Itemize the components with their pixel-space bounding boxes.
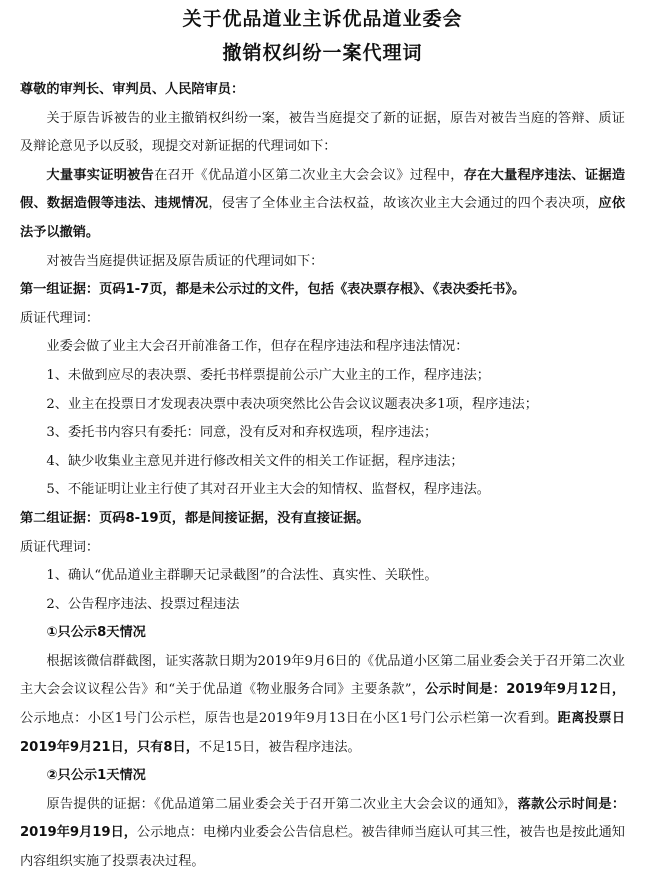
sub2-text-1: 原告提供的证据：《优品道第二届业委会关于召开第二次业主大会会议的通知》， <box>46 796 518 812</box>
summary-bold-3: 应依法予以撤销。 <box>20 196 626 240</box>
summary-text-1: 在召开《优品道小区第二次业主大会会议》过程中， <box>154 167 464 183</box>
intro-paragraph: 关于原告诉被告的业主撤销权纠纷一案，被告当庭提交了新的证据，原告对被告当庭的答辩、质证及辩论意见予以反驳，现提交对新证据的代理词如下： <box>20 110 625 155</box>
sub1-bold-2: 距离投票日2019年9月21日，只有8日， <box>20 711 626 755</box>
sub1-text-2: 公示地点：小区1号门公示栏，原告也是2019年9月13日在小区1号门公示栏第一次看到。 <box>20 711 558 727</box>
group2-heading: 第二组证据：页码8-19页，都是间接证据，没有直接证据。 <box>20 510 370 526</box>
sub1-bold-1: 公示时间是：2019年9月12日， <box>425 682 626 698</box>
group2-sub1-paragraph <box>20 648 625 762</box>
sub1-text-3: 不足15日，被告程序违法。 <box>198 739 361 755</box>
group1-item-3: 3、委托书内容只有委托：同意，没有反对和弃权选项，程序违法； <box>46 425 438 441</box>
group1-heading: 第一组证据：页码1-7页，都是未公示过的文件，包括《表决票存根》、《表决委托书》。 <box>20 282 526 298</box>
group2-item-2: 2、公告程序违法、投票过程违法 <box>46 596 240 612</box>
sub1-text-1: 根据该微信群截图，证实落款日期为2019年9月6日的《优品道小区第二届业委会关于召开第二次业主大会会议议程公告》和“关于优品道《物业服务合同》主要条款”， <box>20 653 625 698</box>
document-title-line2: 撤销权纠纷一案代理词 <box>222 42 423 64</box>
summary-bold-1: 大量事实证明被告 <box>46 167 155 183</box>
group2-item-1: 1、确认“优品道业主群聊天记录截图”的合法性、真实性、关联性。 <box>46 568 438 584</box>
summary-text-2: ，侵害了全体业主合法权益，故该次业主大会通过的四个表决项， <box>208 196 599 212</box>
sub2-bold-1: 落款公示时间是：2019年9月19日， <box>20 796 626 841</box>
summary-bold-2: 存在大量程序违法、证据造假、数据造假等违法、违规情况 <box>20 167 626 212</box>
document-title-line1: 关于优品道业主诉优品道业委会 <box>182 8 463 30</box>
group1-label: 质证代理词： <box>20 310 100 326</box>
group2-sub2-paragraph <box>20 791 625 877</box>
group1-item-4: 4、缺少收集业主意见并进行修改相关文件的相关工作证据，程序违法； <box>46 453 464 469</box>
group1-item-2: 2、业主在投票日才发现表决票中表决项突然比公告会议议题表决多1项，程序违法； <box>46 396 538 412</box>
salutation: 尊敬的审判长、审判员、人民陪审员： <box>20 82 245 97</box>
group1-item-1: 1、未做到应尽的表决票、委托书样票提前公示广大业主的工作，程序违法； <box>46 367 490 383</box>
group1-item-5: 5、不能证明让业主行使了其对召开业主大会的知情权、监督权，程序违法。 <box>46 482 490 498</box>
group2-sub1-heading: ①只公示8天情况 <box>46 625 146 641</box>
evidence-intro: 对被告当庭提供证据及原告质证的代理词如下： <box>46 253 324 269</box>
group2-sub2-heading: ②只公示1天情况 <box>46 768 146 784</box>
group2-label: 质证代理词： <box>20 539 100 555</box>
sub2-text-2: 公示地点：电梯内业委会公告信息栏。被告律师当庭认可其三性，被告也是按此通知内容组织实施了投票表决过程。 <box>20 825 625 870</box>
group1-lead: 业委会做了业主大会召开前准备工作，但存在程序违法和程序违法情况： <box>46 339 469 355</box>
summary-paragraph <box>20 162 625 248</box>
